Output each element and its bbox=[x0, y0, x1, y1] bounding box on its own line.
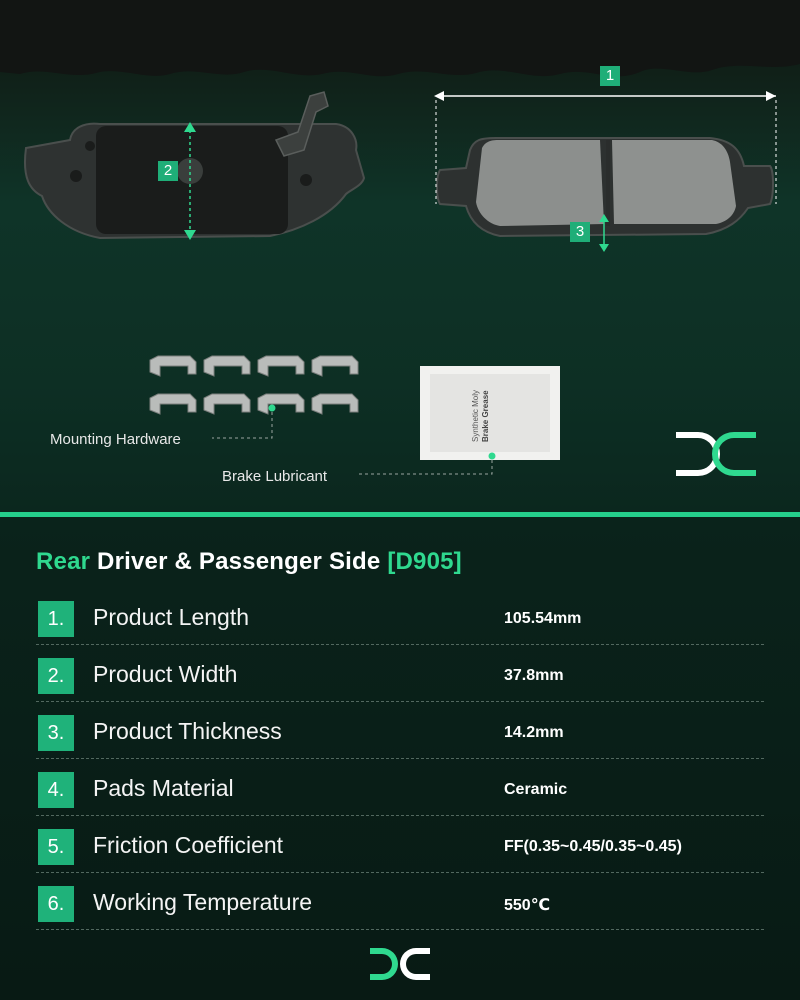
spec-number: 5. bbox=[38, 829, 74, 865]
dimension-label-thickness: 3 bbox=[570, 222, 590, 242]
mounting-hardware-clips bbox=[150, 356, 358, 438]
spec-number: 4. bbox=[38, 772, 74, 808]
spec-row bbox=[36, 886, 764, 930]
spec-label: Product Thickness bbox=[93, 718, 282, 744]
spec-label: Product Width bbox=[93, 661, 238, 687]
spec-value: 14.2mm bbox=[504, 724, 564, 741]
spec-value: 550℃ bbox=[504, 897, 551, 914]
heading-position: Rear bbox=[36, 548, 91, 575]
spec-row bbox=[36, 715, 764, 759]
spec-value: Ceramic bbox=[504, 781, 568, 798]
brake-pad-back-view bbox=[25, 92, 364, 240]
spec-number: 3. bbox=[38, 715, 74, 751]
brake-lubricant-packet bbox=[356, 366, 560, 474]
spec-row bbox=[36, 658, 764, 702]
spec-value: 37.8mm bbox=[504, 667, 564, 684]
heading-part-number: [D905] bbox=[387, 548, 462, 575]
spec-number: 6. bbox=[38, 886, 74, 922]
spec-row bbox=[36, 829, 764, 873]
packet-text-line-1: Synthetic Moly bbox=[471, 389, 480, 442]
spec-label: Product Length bbox=[93, 604, 250, 630]
spec-number: 2. bbox=[38, 658, 74, 694]
spec-label: Friction Coefficient bbox=[93, 832, 284, 858]
spec-value: 105.54mm bbox=[504, 610, 582, 627]
heading-side: Driver & Passenger Side bbox=[90, 548, 388, 575]
spec-label: Working Temperature bbox=[93, 889, 313, 915]
grunge-band bbox=[0, 0, 800, 76]
dimension-label-width: 2 bbox=[158, 161, 178, 181]
mounting-hardware-caption: Mounting Hardware bbox=[50, 431, 181, 448]
spec-number: 1. bbox=[38, 601, 74, 637]
packet-text-line-2: Brake Grease bbox=[481, 390, 490, 442]
product-heading bbox=[36, 548, 462, 576]
spec-value: FF(0.35~0.45/0.35~0.45) bbox=[504, 838, 682, 855]
spec-row bbox=[36, 772, 764, 816]
dc-logo-footer-icon bbox=[368, 944, 432, 984]
dc-logo-icon bbox=[676, 432, 756, 476]
spec-label: Pads Material bbox=[93, 775, 234, 801]
brake-lubricant-caption: Brake Lubricant bbox=[222, 468, 328, 485]
dimension-label-length: 1 bbox=[600, 66, 620, 86]
brake-pad-friction-view bbox=[434, 91, 776, 252]
spec-row bbox=[36, 601, 764, 645]
